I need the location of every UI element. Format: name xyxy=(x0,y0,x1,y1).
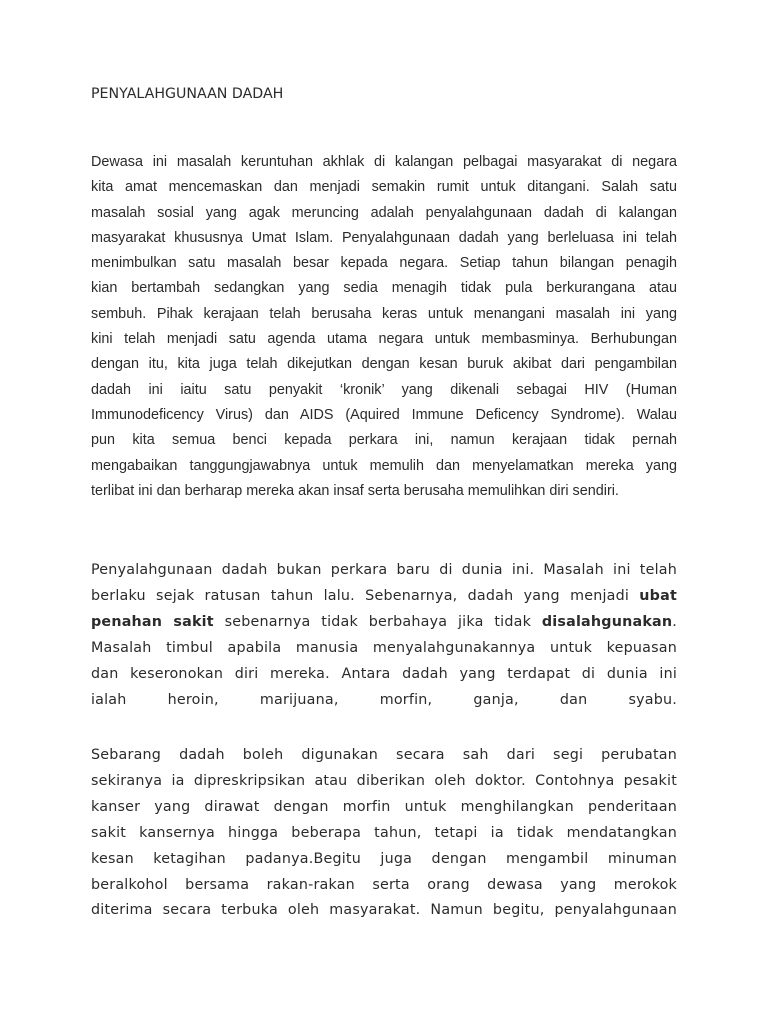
text-line: mengabaikan tanggungjawabnya untuk memulih dan menyelamatkan mereka yang xyxy=(91,457,677,474)
text-line: dadah ini iaitu satu penyakit ‘kronik’ yang dikenali sebagai HIV (Human xyxy=(91,381,677,398)
text-line: ialah heroin, marijuana, morfin, ganja, dan syabu. xyxy=(91,691,677,708)
text-line: dengan itu, kita juga telah dikejutkan dengan kesan buruk akibat dari pengambilan xyxy=(91,356,677,373)
text-line: sakit kansernya hingga beberapa tahun, tetapi ia tidak mendatangkan xyxy=(91,824,677,841)
text-line: Dewasa ini masalah keruntuhan akhlak di kalangan pelbagai masyarakat di negara xyxy=(91,154,677,170)
bold-term: penahan sakit xyxy=(91,613,214,630)
text-line: masyarakat khususnya Umat Islam. Penyalahgunaan dadah yang berleluasa ini telah xyxy=(91,229,677,246)
text-line: kita amat mencemaskan dan menjadi semakin rumit untuk ditangani. Salah satu xyxy=(91,179,677,196)
text-line: dan keseronokan diri mereka. Antara dadah yang terdapat di dunia ini xyxy=(91,665,677,682)
text-line: diterima secara terbuka oleh masyarakat. Namun begitu, penyalahgunaan xyxy=(91,902,677,919)
bold-term: disalahgunakan xyxy=(541,613,673,630)
paragraph-medical-use xyxy=(91,743,677,924)
text-line: sekiranya ia dipreskripsikan atau diberikan oleh doktor. Contohnya pesakit xyxy=(91,772,677,789)
paragraph-history xyxy=(91,558,677,713)
text-line: kian bertambah sedangkan yang sedia menagih tidak pula berkurangana atau xyxy=(91,280,677,297)
text-line xyxy=(91,584,677,610)
bold-term: ubat xyxy=(639,587,677,604)
text-line: pun kita semua benci kepada perkara ini, namun kerajaan tidak pernah xyxy=(91,432,677,449)
text-line: Masalah timbul apabila manusia menyalahgunakannya untuk kepuasan xyxy=(91,639,677,656)
text-line: kanser yang dirawat dengan morfin untuk menghilangkan penderitaan xyxy=(91,798,677,815)
text-segment: . xyxy=(672,613,677,630)
text-line: kini telah menjadi satu agenda utama negara untuk membasminya. Berhubungan xyxy=(91,331,677,348)
text-line: menimbulkan satu masalah besar kepada negara. Setiap tahun bilangan penagih xyxy=(91,255,677,272)
text-line: Sebarang dadah boleh digunakan secara sah dari segi perubatan xyxy=(91,747,677,763)
text-line: Penyalahgunaan dadah bukan perkara baru di dunia ini. Masalah ini telah xyxy=(91,562,677,578)
text-line: masalah sosial yang agak meruncing adalah penyalahgunaan dadah di kalangan xyxy=(91,204,677,221)
text-line: kesan ketagihan padanya.Begitu juga dengan mengambil minuman xyxy=(91,850,677,867)
text-line: terlibat ini dan berharap mereka akan insaf serta berusaha memulihkan diri sendiri. xyxy=(91,482,619,499)
document-title: PENYALAHGUNAAN DADAH xyxy=(91,86,284,102)
text-segment: berlaku sejak ratusan tahun lalu. Sebenarnya, dadah yang menjadi xyxy=(91,587,640,604)
text-segment: sebenarnya tidak berbahaya jika tidak xyxy=(213,613,542,630)
text-line: sembuh. Pihak kerajaan telah berusaha keras untuk menangani masalah ini yang xyxy=(91,305,677,322)
text-line: beralkohol bersama rakan-rakan serta orang dewasa yang merokok xyxy=(91,876,677,893)
paragraph-intro xyxy=(91,150,677,504)
text-line: Immunodeficency Virus) dan AIDS (Aquired Immune Deficency Syndrome). Walau xyxy=(91,406,677,423)
text-line xyxy=(91,610,677,636)
